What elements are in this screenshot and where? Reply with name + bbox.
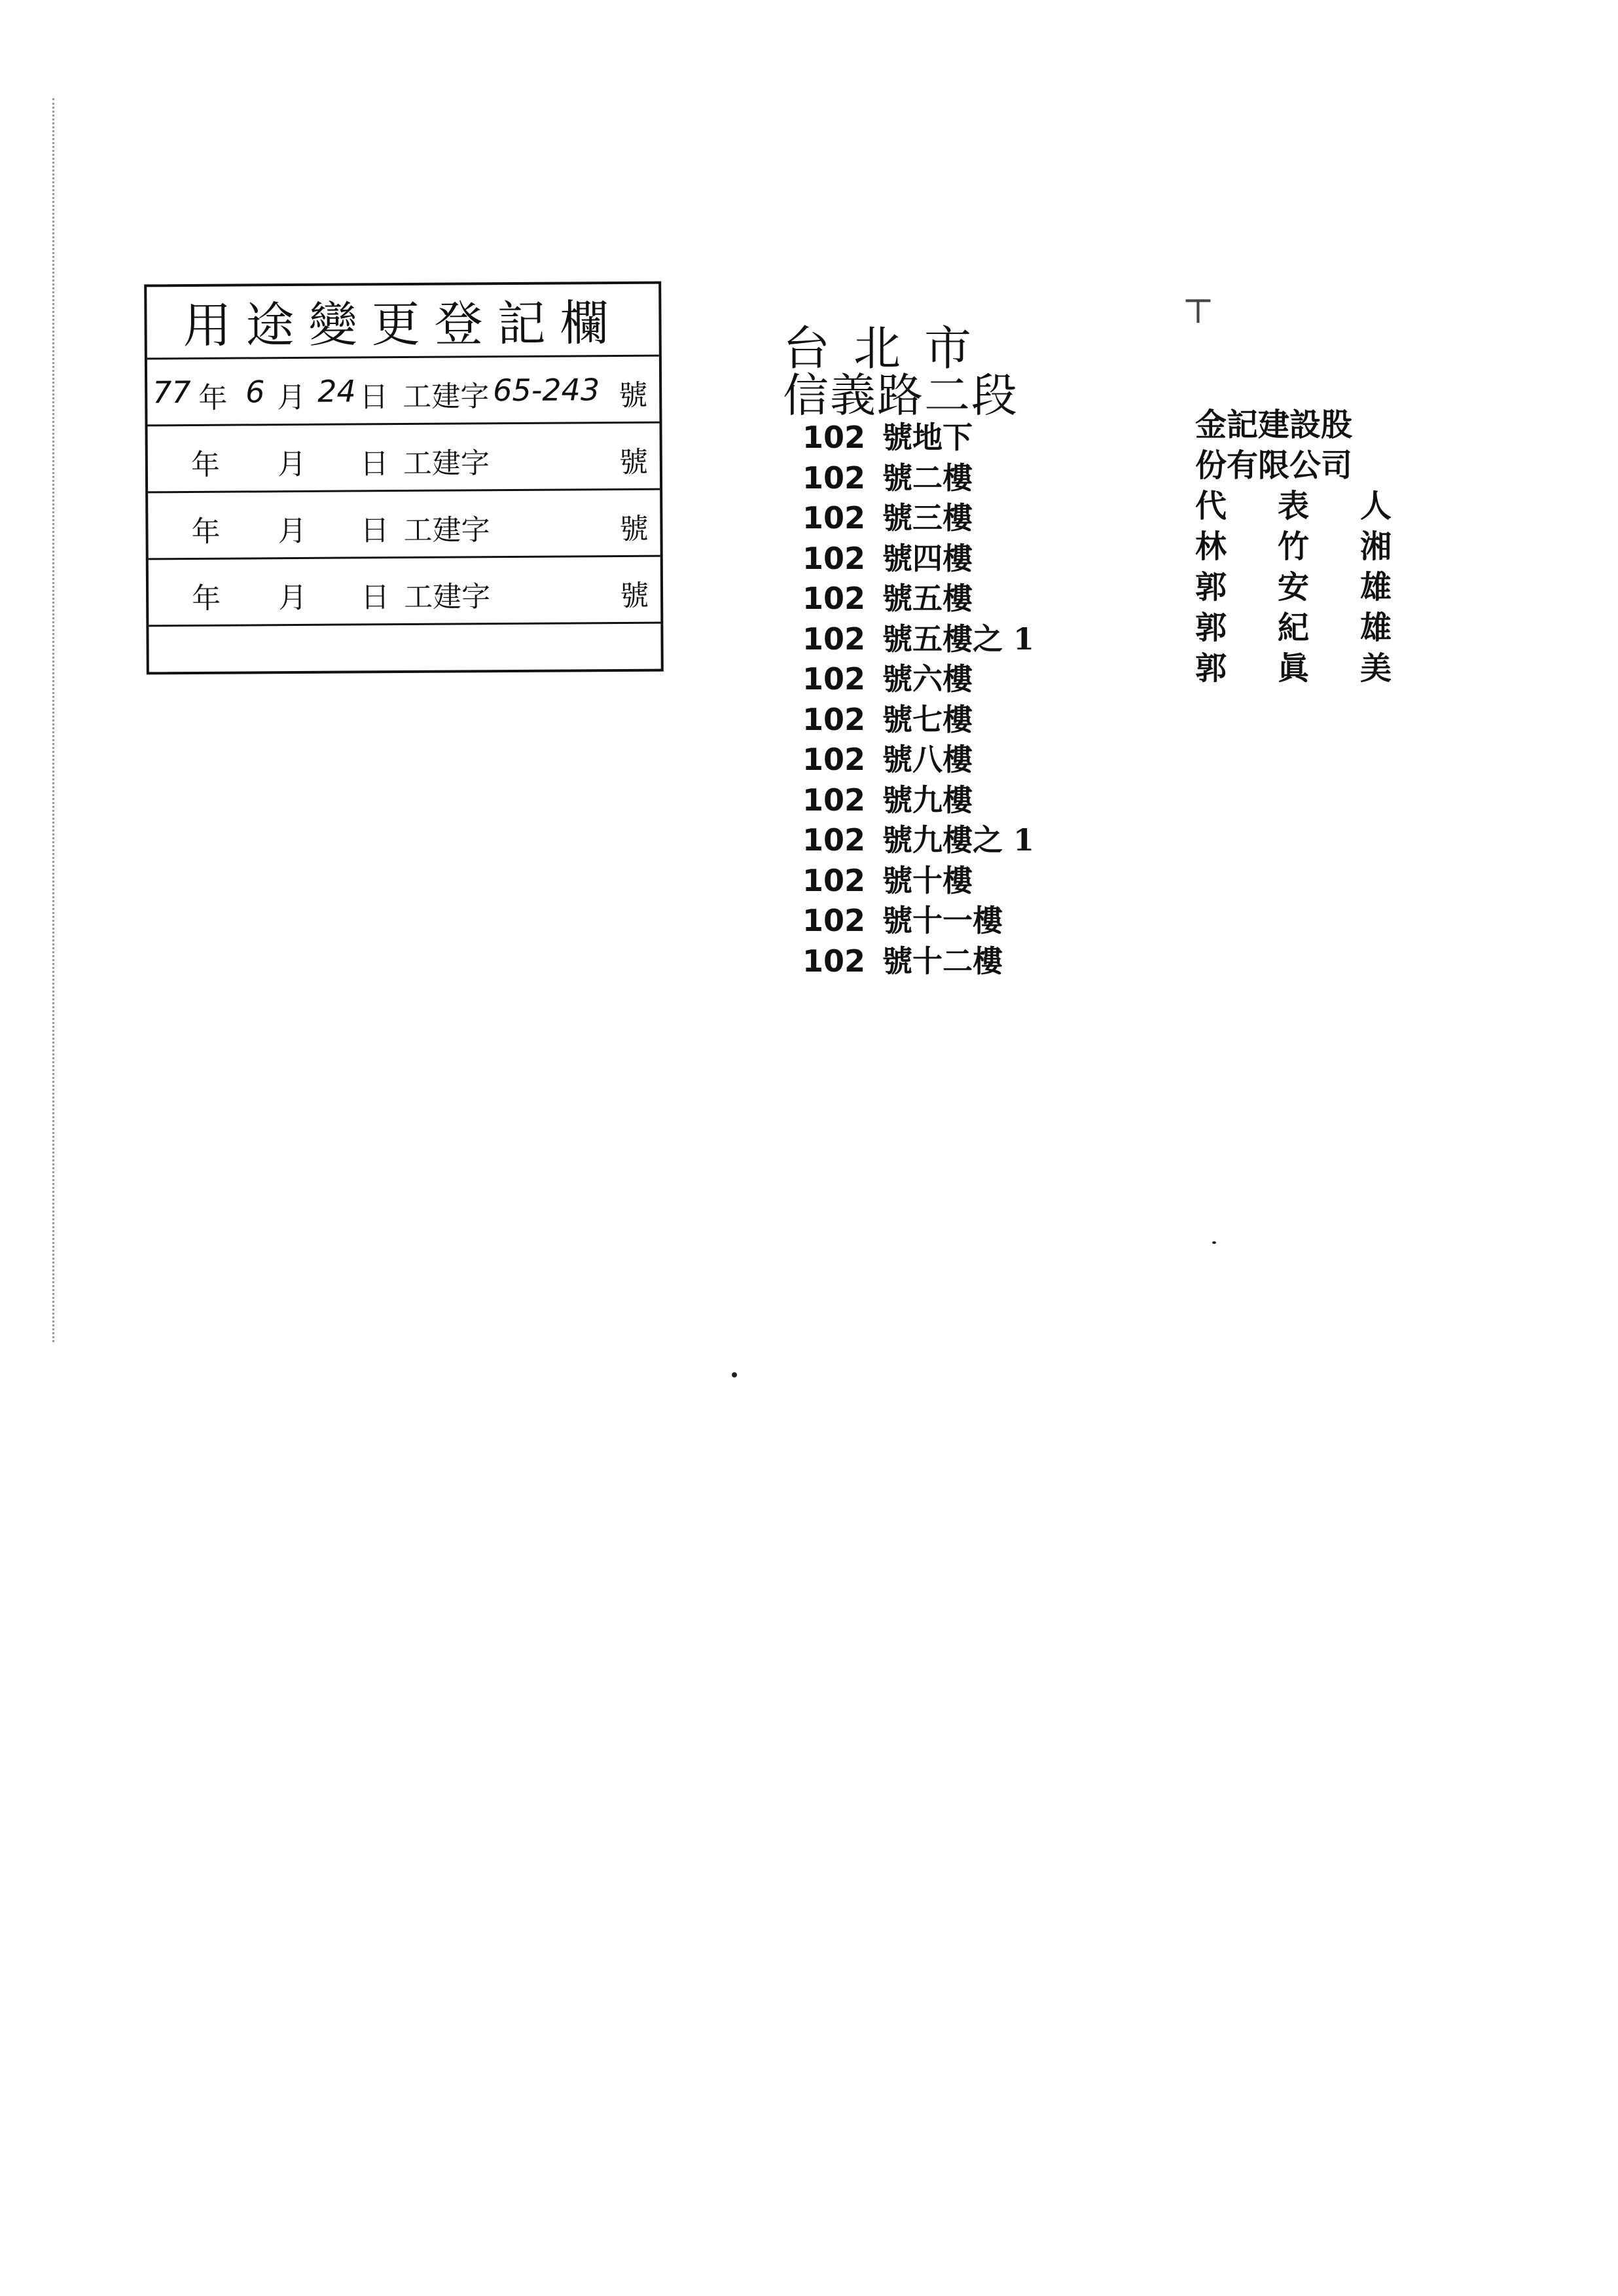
unit-floor: 號五樓之 1 xyxy=(882,621,1035,657)
unit-floor: 號八樓 xyxy=(882,742,973,777)
unit-floor: 號十二樓 xyxy=(882,943,1003,979)
owner-char: 郭 xyxy=(1195,569,1227,606)
reg-day-label: 日 xyxy=(360,514,389,548)
list-item xyxy=(802,938,1034,978)
reg-day-label: 日 xyxy=(359,380,389,414)
list-item xyxy=(802,494,1034,535)
owner-char: 美 xyxy=(1359,650,1392,687)
reg-month-label: 月 xyxy=(278,581,308,615)
representative-label xyxy=(1195,481,1392,524)
owner-char: 雄 xyxy=(1359,569,1392,606)
corner-mark-icon: ⊤ xyxy=(1182,292,1214,331)
list-item xyxy=(802,736,1034,776)
list-item xyxy=(802,615,1034,656)
reg-month: 6 xyxy=(245,374,265,410)
scan-speck xyxy=(1212,1241,1216,1244)
unit-floor: 號二樓 xyxy=(882,460,973,496)
unit-floor: 號六樓 xyxy=(882,661,973,697)
unit-floor: 號十一樓 xyxy=(882,903,1003,938)
reg-month-label: 月 xyxy=(277,380,306,415)
owner-char: 湘 xyxy=(1359,528,1392,565)
unit-number: 102 xyxy=(802,661,866,697)
scan-edge-artifact xyxy=(52,98,54,1342)
unit-number: 102 xyxy=(802,500,866,536)
unit-floor: 號七樓 xyxy=(882,701,973,737)
reg-year-label: 年 xyxy=(191,515,221,549)
registration-row xyxy=(148,488,660,560)
list-item xyxy=(802,414,1034,454)
reg-permit-label: 工建字 xyxy=(403,513,490,548)
list-item xyxy=(802,776,1034,817)
owner-name xyxy=(1195,562,1392,606)
reg-no-label: 號 xyxy=(619,579,649,613)
list-item xyxy=(802,897,1034,938)
unit-floor: 號四樓 xyxy=(882,540,973,576)
reg-year-label: 年 xyxy=(191,581,221,615)
reg-year-label: 年 xyxy=(198,381,228,415)
unit-number: 102 xyxy=(802,621,866,657)
unit-floor: 號地下 xyxy=(882,420,973,455)
owner-char: 表 xyxy=(1277,488,1309,524)
unit-number: 102 xyxy=(802,420,866,455)
reg-permit-label: 工建字 xyxy=(403,380,490,414)
unit-address-list xyxy=(802,414,1034,977)
reg-permit-no: 65-243 xyxy=(493,372,600,409)
list-item xyxy=(802,655,1034,696)
reg-no-label: 號 xyxy=(619,378,648,412)
owner-char: 郭 xyxy=(1195,610,1227,646)
reg-year: 77 xyxy=(153,374,191,410)
registration-title: 用途變更登記欄 xyxy=(147,284,659,360)
reg-day-label: 日 xyxy=(359,447,389,481)
company-name-line: 金記建設股 xyxy=(1195,407,1353,443)
owner-name xyxy=(1195,643,1392,687)
reg-month-label: 月 xyxy=(277,447,307,482)
owner-char: 林 xyxy=(1195,528,1227,565)
unit-number: 102 xyxy=(802,903,866,938)
unit-number: 102 xyxy=(802,460,866,496)
unit-number: 102 xyxy=(802,581,866,616)
company-name-line: 份有限公司 xyxy=(1195,447,1353,484)
list-item xyxy=(802,696,1034,737)
list-item xyxy=(802,454,1034,495)
owner-char: 竹 xyxy=(1277,528,1309,565)
reg-permit-label: 工建字 xyxy=(403,580,491,615)
owner-name xyxy=(1195,521,1392,565)
reg-year-label: 年 xyxy=(190,448,221,482)
reg-day-label: 日 xyxy=(360,581,390,615)
list-item xyxy=(802,535,1034,575)
unit-number: 102 xyxy=(802,862,866,898)
reg-permit-label: 工建字 xyxy=(403,446,490,481)
unit-floor: 號九樓 xyxy=(882,782,973,818)
reg-month-label: 月 xyxy=(278,514,307,549)
owner-char: 代 xyxy=(1195,488,1227,524)
list-item xyxy=(802,575,1034,615)
reg-no-label: 號 xyxy=(619,445,649,479)
owner-name xyxy=(1195,602,1392,646)
address-road: 信義路二段 xyxy=(783,369,1018,422)
reg-day: 24 xyxy=(317,373,356,409)
unit-number: 102 xyxy=(802,822,866,858)
registration-row-empty xyxy=(149,622,660,675)
unit-number: 102 xyxy=(802,701,866,737)
registration-row xyxy=(149,555,661,627)
registration-row xyxy=(147,422,660,494)
reg-no-label: 號 xyxy=(619,512,649,546)
unit-floor: 號三樓 xyxy=(882,500,973,536)
unit-number: 102 xyxy=(802,742,866,777)
use-change-registration-box xyxy=(144,282,664,675)
unit-number: 102 xyxy=(802,943,866,979)
unit-floor: 號九樓之 1 xyxy=(882,822,1035,858)
owner-char: 郭 xyxy=(1195,650,1227,687)
unit-number: 102 xyxy=(802,540,866,576)
address-city: 台北市 xyxy=(783,321,996,376)
owner-char: 安 xyxy=(1277,569,1309,606)
owner-char: 雄 xyxy=(1359,610,1392,646)
list-item xyxy=(802,857,1034,898)
scan-speck xyxy=(732,1372,737,1377)
owner-char: 人 xyxy=(1359,488,1392,524)
unit-floor: 號十樓 xyxy=(882,862,973,898)
unit-number: 102 xyxy=(802,782,866,818)
owner-char: 眞 xyxy=(1277,650,1309,687)
registration-row xyxy=(147,355,660,427)
unit-floor: 號五樓 xyxy=(882,581,973,616)
owner-block xyxy=(1195,399,1392,687)
list-item xyxy=(802,816,1034,857)
owner-char: 紀 xyxy=(1277,610,1309,646)
